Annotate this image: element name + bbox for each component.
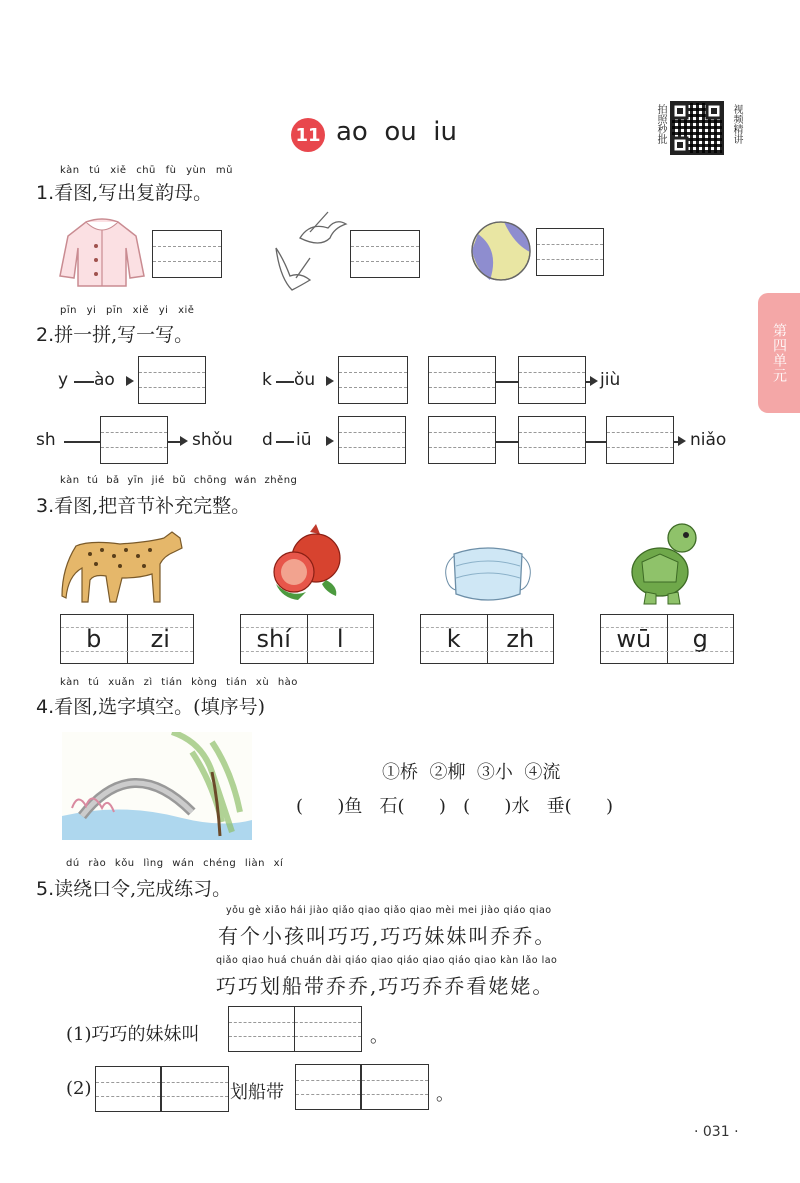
q3-cell: b bbox=[86, 625, 102, 653]
q2-answer-box[interactable] bbox=[338, 356, 408, 404]
qr-code-icon[interactable] bbox=[670, 101, 724, 155]
q2-connector bbox=[496, 441, 518, 443]
lesson-badge: 11 bbox=[291, 118, 325, 152]
q2-pinyin: pīn yi pīn xiě yi xiě bbox=[60, 305, 195, 316]
q2-connector bbox=[74, 381, 94, 383]
lesson-title: ao ou iu bbox=[336, 117, 457, 147]
arrow-right-icon bbox=[326, 376, 334, 386]
pomegranate-image bbox=[270, 522, 342, 602]
q5-sub2-box[interactable] bbox=[95, 1066, 161, 1112]
mask-image bbox=[442, 540, 534, 608]
q3-cell: g bbox=[667, 615, 734, 663]
arrow-right-icon bbox=[180, 436, 188, 446]
q5-sub1-box[interactable] bbox=[228, 1006, 296, 1052]
q5-sub1-box[interactable] bbox=[294, 1006, 362, 1052]
q2-result-shou: shǒu bbox=[192, 430, 233, 450]
q5-sub2-box[interactable] bbox=[161, 1066, 229, 1112]
page-number: · 031 · bbox=[694, 1124, 739, 1140]
q5-sub2-label: (2) bbox=[66, 1078, 92, 1099]
q4-title: 4.看图,选字填空。(填序号) bbox=[36, 696, 266, 718]
q2-answer-box[interactable] bbox=[100, 416, 168, 464]
q2-initial-k: k bbox=[262, 370, 272, 390]
q2-connector bbox=[64, 441, 100, 443]
q1-pinyin: kàn tú xiě chū fù yùn mǔ bbox=[60, 165, 233, 176]
q2-result-jiu: jiù bbox=[600, 370, 621, 390]
q2-connector bbox=[496, 381, 518, 383]
q5-line1: 有个小孩叫巧巧,巧巧妹妹叫乔乔。 bbox=[218, 924, 557, 948]
qr-right-label: 视频精讲 bbox=[731, 104, 742, 144]
q2-connector bbox=[276, 381, 294, 383]
q4-blanks[interactable]: ( )鱼 石( ) ( )水 垂( ) bbox=[296, 796, 613, 817]
q3-title: 3.看图,把音节补充完整。 bbox=[36, 495, 251, 517]
coat-image bbox=[56, 216, 148, 288]
q4-options: ①桥 ②柳 ③小 ④流 bbox=[382, 762, 561, 783]
arrow-right-icon bbox=[326, 436, 334, 446]
q2-connector bbox=[276, 441, 294, 443]
q5-line2-pinyin: qiǎo qiao huá chuán dài qiáo qiao qiáo qiao qiáo qiao kàn lǎo lao bbox=[216, 955, 558, 966]
q3-cell: k bbox=[446, 625, 461, 653]
bridge-willow-image bbox=[62, 732, 252, 840]
q3-syllable-box-3[interactable] bbox=[420, 614, 554, 664]
seagulls-image bbox=[270, 208, 348, 298]
q2-final-ou: ǒu bbox=[294, 370, 316, 390]
turtle-image bbox=[628, 520, 706, 606]
q2-answer-box[interactable] bbox=[428, 356, 496, 404]
q2-final-iu: iū bbox=[296, 430, 312, 450]
q1-answer-box-1[interactable] bbox=[152, 230, 222, 278]
q2-result-niao: niǎo bbox=[690, 430, 727, 450]
q2-initial-y: y bbox=[58, 370, 69, 390]
q3-cell: l bbox=[307, 615, 374, 663]
q5-sub2-box[interactable] bbox=[361, 1064, 429, 1110]
ball-image bbox=[470, 220, 532, 282]
q2-answer-box[interactable] bbox=[518, 356, 586, 404]
arrow-right-icon bbox=[126, 376, 134, 386]
unit-tab[interactable]: 第四单元 bbox=[758, 293, 800, 413]
arrow-right-icon bbox=[678, 436, 686, 446]
q1-answer-box-3[interactable] bbox=[536, 228, 604, 276]
q2-initial-sh: sh bbox=[36, 430, 56, 450]
q3-cell: zh bbox=[487, 615, 554, 663]
q5-sub1-end: 。 bbox=[370, 1026, 388, 1047]
q4-pinyin: kàn tú xuǎn zì tián kòng tián xù hào bbox=[60, 677, 298, 688]
q2-connector bbox=[586, 441, 606, 443]
q2-connector bbox=[586, 381, 592, 383]
q2-answer-box[interactable] bbox=[606, 416, 674, 464]
q1-answer-box-2[interactable] bbox=[350, 230, 420, 278]
q3-cell: zi bbox=[127, 615, 194, 663]
q2-answer-box[interactable] bbox=[428, 416, 496, 464]
q3-syllable-box-4[interactable] bbox=[600, 614, 734, 664]
leopard-image bbox=[60, 528, 188, 610]
q3-syllable-box-1[interactable] bbox=[60, 614, 194, 664]
q5-line2: 巧巧划船带乔乔,巧巧乔乔看姥姥。 bbox=[216, 974, 555, 998]
q2-answer-box[interactable] bbox=[138, 356, 206, 404]
q3-cell: shí bbox=[256, 625, 291, 653]
q5-sub2-mid: 划船带 bbox=[230, 1082, 284, 1103]
q3-syllable-box-2[interactable] bbox=[240, 614, 374, 664]
q3-pinyin: kàn tú bǎ yīn jié bǔ chōng wán zhěng bbox=[60, 475, 298, 486]
q2-answer-box[interactable] bbox=[518, 416, 586, 464]
qr-left-label: 拍照秒批 bbox=[655, 104, 666, 144]
q5-title: 5.读绕口令,完成练习。 bbox=[36, 878, 232, 900]
q2-title: 2.拼一拼,写一写。 bbox=[36, 324, 194, 346]
q5-sub1-label: (1)巧巧的妹妹叫 bbox=[66, 1024, 200, 1045]
q5-line1-pinyin: yǒu gè xiǎo hái jiào qiǎo qiao qiǎo qiao mèi mei jiào qiáo qiao bbox=[226, 905, 552, 916]
q2-answer-box[interactable] bbox=[338, 416, 406, 464]
q5-pinyin: dú rào kǒu lìng wán chéng liàn xí bbox=[66, 858, 284, 869]
q3-cell: wū bbox=[616, 625, 652, 653]
q1-title: 1.看图,写出复韵母。 bbox=[36, 182, 213, 204]
q5-sub2-end: 。 bbox=[436, 1084, 454, 1105]
q2-initial-d: d bbox=[262, 430, 273, 450]
q5-sub2-box[interactable] bbox=[295, 1064, 361, 1110]
q2-final-ao: ào bbox=[94, 370, 115, 390]
